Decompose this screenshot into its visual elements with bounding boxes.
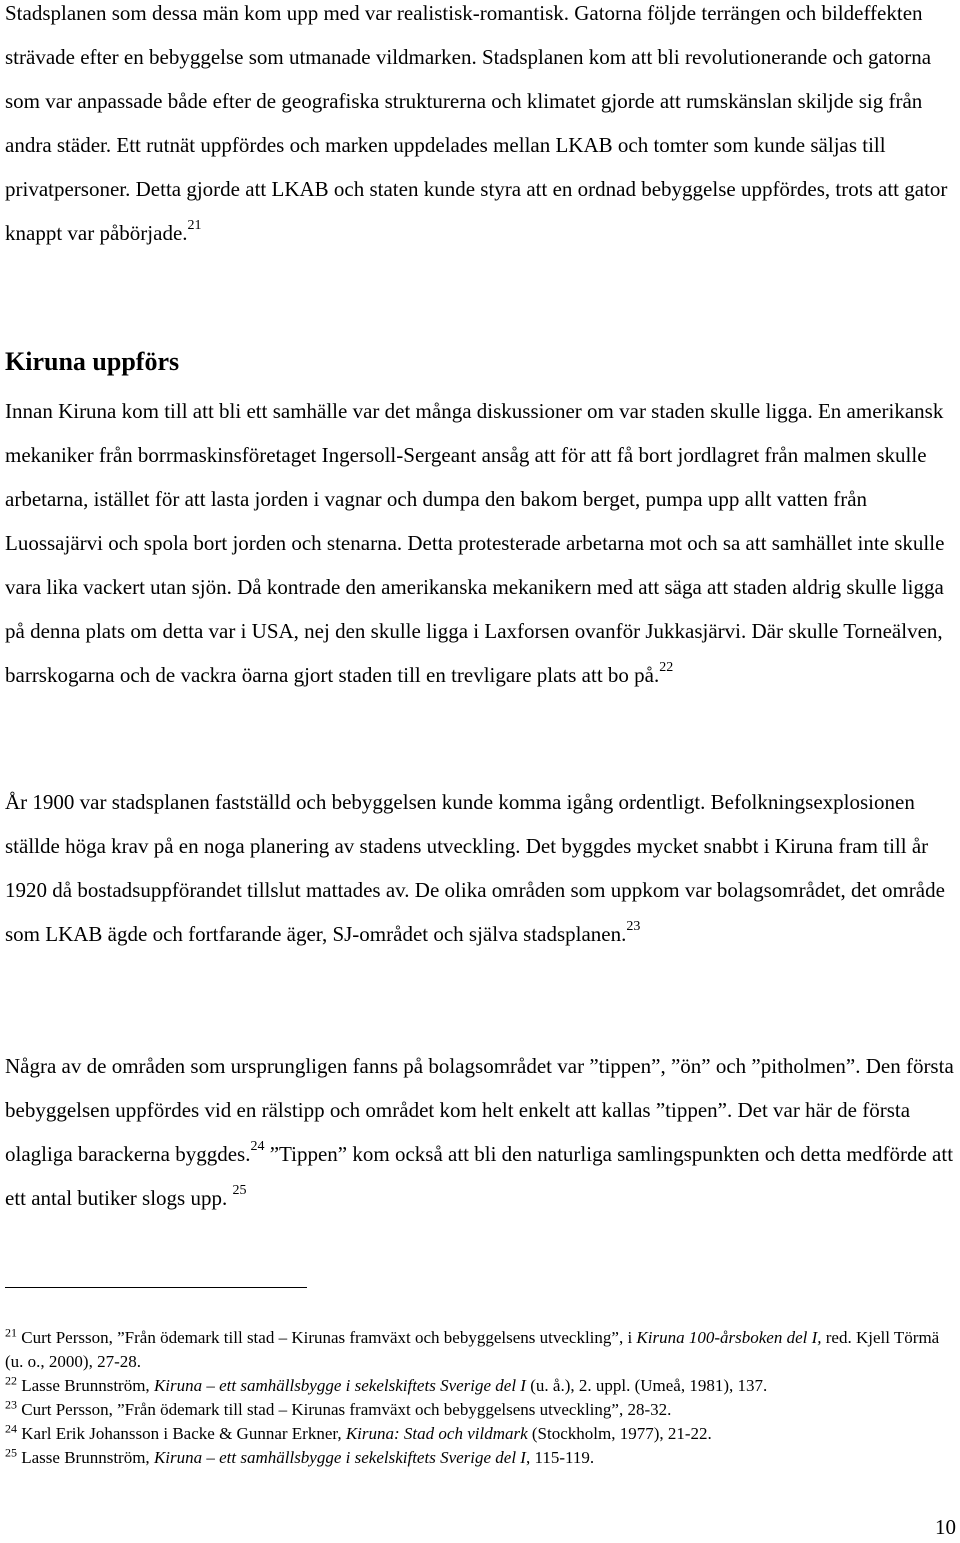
footnote-number: 22 [5,1373,17,1388]
footnote-ref-25[interactable]: 25 [232,1183,247,1198]
footnote-text: red. Kjell Törmä (u. o., 2000), 27-28. [5,1328,940,1371]
paragraph-3 [5,780,960,956]
section-heading: Kiruna uppförs [5,347,180,376]
footnote-text: (u. å.), 2. uppl. (Umeå, 1981), 137. [525,1376,768,1395]
footnote-text: Lasse Brunnström, [17,1448,154,1467]
footnote-title: Kiruna – ett samhällsbygge i sekelskiftets Sverige del I [153,1448,526,1467]
footnote-text: , 115-119. [525,1448,595,1467]
footnote-number: 24 [5,1421,17,1436]
footnote-ref-23[interactable]: 23 [626,919,641,934]
paragraph-4-text-b: ”Tippen” kom också att bli den naturliga samlingspunkten och detta medförde att ett antal butiker slogs upp. [5,1142,954,1210]
footnote-title: Kiruna: Stad och vildmark [345,1424,528,1443]
footnote-number: 25 [5,1445,17,1460]
footnote-ref-21[interactable]: 21 [187,218,202,233]
paragraph-2 [5,389,960,697]
footnote-title: Kiruna 100-årsboken del I, [636,1328,822,1347]
paragraph-4-text-a: Några av de områden som ursprungligen fanns på bolagsområdet var ”tippen”, ”ön” och ”pitholmen”. Den första bebyggelsen uppfördes vid en rälstipp och området kom helt enkelt att kallas ”tippen”. Det var här de första olagliga barackerna byggdes. [5,1054,954,1166]
footnote-24 [5,1422,960,1446]
footnote-21 [5,1326,960,1374]
footnote-text: (Stockholm, 1977), 21-22. [527,1424,712,1443]
footnote-text: Karl Erik Johansson i Backe & Gunnar Erkner, [17,1424,346,1443]
footnote-23 [5,1398,960,1422]
footnotes [5,1326,960,1470]
paragraph-1-text: Stadsplanen som dessa män kom upp med var realistisk-romantisk. Gatorna följde terrängen och bildeffekten strävade efter en bebyggelse som utmanade vildmarken. Stadsplanen kom att bli revolutionerande och gatorna som var anpassade både efter de geografiska strukturerna och klimatet gjorde att rumskänslan skiljde sig från andra städer. Ett rutnät uppfördes och marken uppdelades mellan LKAB och tomter som kunde säljas till privatpersoner. Detta gjorde att LKAB och staten kunde styra att en ordnad bebyggelse uppfördes, trots att gator knappt var påbörjade. [5,1,948,245]
footnote-number: 23 [5,1397,17,1412]
footnote-text: Lasse Brunnström, [17,1376,154,1395]
footnote-22 [5,1374,960,1398]
paragraph-1 [5,0,960,255]
footnote-ref-24[interactable]: 24 [250,1139,265,1154]
footnote-separator [5,1287,307,1288]
footnote-text: Curt Persson, ”Från ödemark till stad – Kirunas framväxt och bebyggelsens utveckling”, 28-32. [17,1400,672,1419]
footnote-number: 21 [5,1325,17,1340]
paragraph-2-text: Innan Kiruna kom till att bli ett samhälle var det många diskussioner om var staden skulle ligga. En amerikansk mekaniker från borrmaskinsföretaget Ingersoll-Sergeant ansåg att för att få bort jordlagret från malmen skulle arbetarna, istället för att lasta jorden i vagnar och dumpa den bakom berget, pumpa upp allt vatten från Luossajärvi och spola bort jorden och stenarna. Detta protesterade arbetarna mot och sa att samhället inte skulle vara lika vackert utan sjön. Då kontrade den amerikanska mekanikern med att säga att staden aldrig skulle ligga på denna plats om detta var i USA, nej den skulle ligga i Laxforsen ovanför Jukkasjärvi. Där skulle Torneälven, barrskogarna och de vackra öarna gjort staden till en trevligare plats att bo på. [5,399,945,687]
footnote-25 [5,1446,960,1470]
footnote-title: Kiruna – ett samhällsbygge i sekelskiftets Sverige del I [153,1376,526,1395]
paragraph-3-text: År 1900 var stadsplanen fastställd och bebyggelsen kunde komma igång ordentligt. Befolkningsexplosionen ställde höga krav på en noga planering av stadens utveckling. Det byggdes mycket snabbt i Kiruna fram till år 1920 då bostadsuppförandet tillslut mattades av. De olika områden som uppkom var bolagsområdet, det område som LKAB ägde och fortfarande äger, SJ-området och själva stadsplanen. [5,790,945,946]
footnote-text: Curt Persson, ”Från ödemark till stad – Kirunas framväxt och bebyggelsens utveckling”, i [17,1328,637,1347]
page-number: 10 [935,1515,956,1539]
paragraph-4 [5,1044,960,1220]
footnote-ref-22[interactable]: 22 [659,660,674,675]
